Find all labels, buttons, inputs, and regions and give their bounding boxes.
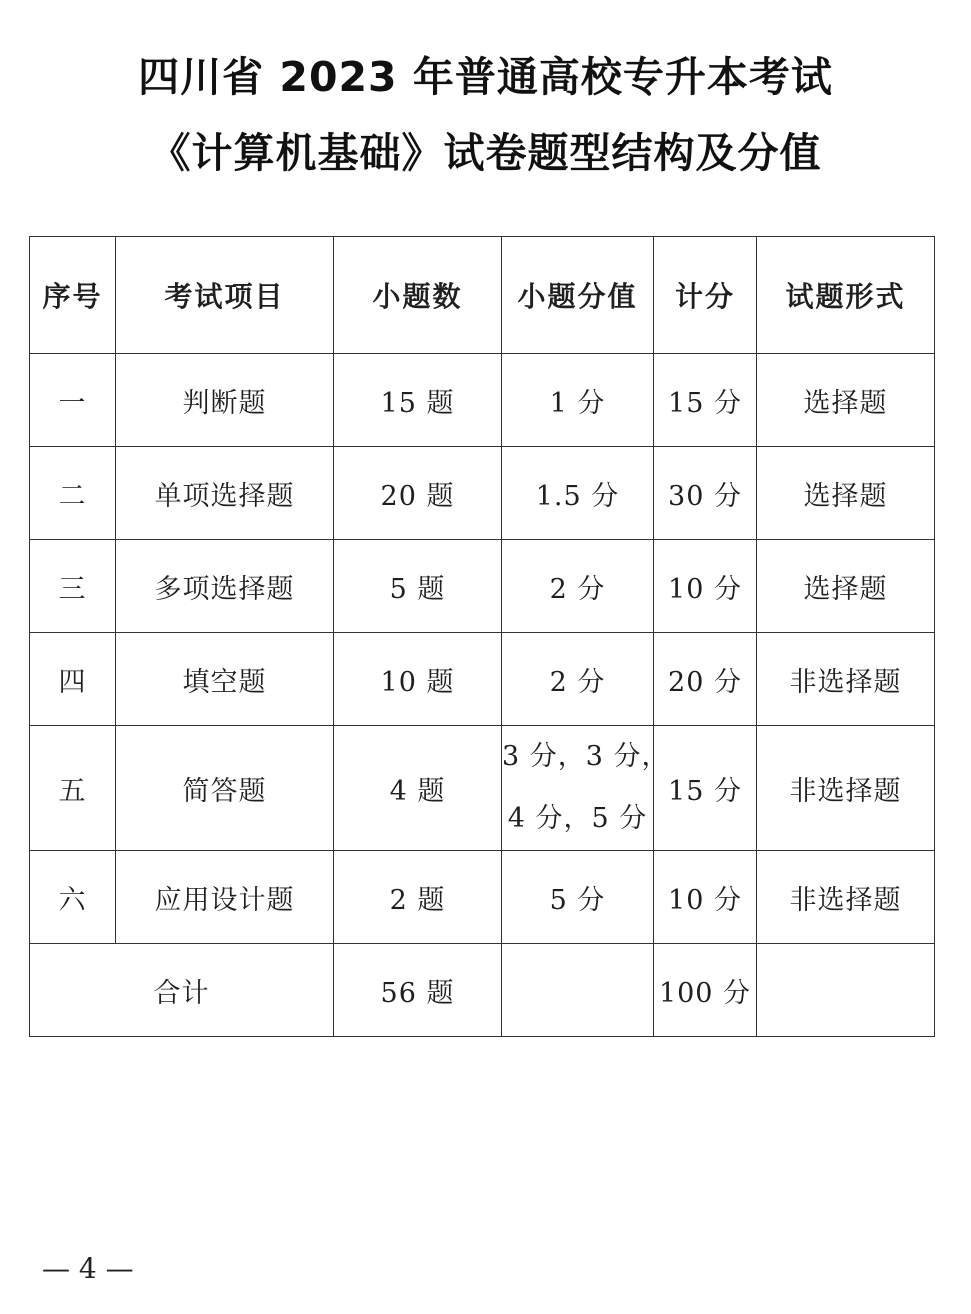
page-number: — 4 — xyxy=(42,1252,134,1285)
cell-score: 15 分 xyxy=(654,354,757,447)
cell-value: 1.5 分 xyxy=(502,447,654,540)
cell-count: 20 题 xyxy=(334,447,502,540)
cell-count: 2 题 xyxy=(334,851,502,944)
total-count: 56 题 xyxy=(334,944,502,1037)
table-row xyxy=(30,633,935,726)
header-no: 序号 xyxy=(30,237,116,354)
header-item: 考试项目 xyxy=(116,237,334,354)
cell-form: 选择题 xyxy=(757,354,935,447)
cell-score: 10 分 xyxy=(654,851,757,944)
cell-no: 二 xyxy=(30,447,116,540)
cell-value: 2 分 xyxy=(502,633,654,726)
cell-form: 非选择题 xyxy=(757,851,935,944)
cell-form: 选择题 xyxy=(757,447,935,540)
cell-item: 多项选择题 xyxy=(116,540,334,633)
cell-form: 非选择题 xyxy=(757,633,935,726)
cell-value xyxy=(502,726,670,851)
cell-count: 4 题 xyxy=(334,726,502,851)
cell-form: 非选择题 xyxy=(757,726,935,851)
total-form xyxy=(757,944,935,1037)
cell-value: 2 分 xyxy=(502,540,654,633)
cell-score: 20 分 xyxy=(654,633,757,726)
table-row xyxy=(30,726,935,851)
document-title-line1: 四川省 2023 年普通高校专升本考试 xyxy=(138,53,833,101)
cell-form: 选择题 xyxy=(757,540,935,633)
cell-item: 填空题 xyxy=(116,633,334,726)
header-value: 小题分值 xyxy=(502,237,654,354)
cell-no: 四 xyxy=(30,633,116,726)
table-row xyxy=(30,447,935,540)
cell-no: 一 xyxy=(30,354,116,447)
cell-value-line1: 3 分，3 分， xyxy=(502,741,670,772)
table-row xyxy=(30,354,935,447)
score-structure-table xyxy=(29,236,935,1037)
total-value xyxy=(502,944,654,1037)
cell-score: 30 分 xyxy=(654,447,757,540)
table-header-row xyxy=(30,237,935,354)
header-score: 计分 xyxy=(654,237,757,354)
header-form: 试题形式 xyxy=(757,237,935,354)
cell-value: 5 分 xyxy=(502,851,654,944)
cell-value: 1 分 xyxy=(502,354,654,447)
total-label: 合计 xyxy=(30,944,334,1037)
cell-no: 三 xyxy=(30,540,116,633)
document-title-line2: 《计算机基础》试卷题型结构及分值 xyxy=(149,129,822,177)
cell-item: 判断题 xyxy=(116,354,334,447)
cell-count: 5 题 xyxy=(334,540,502,633)
table-total-row xyxy=(30,944,935,1037)
cell-count: 10 题 xyxy=(334,633,502,726)
cell-score: 10 分 xyxy=(654,540,757,633)
table-row xyxy=(30,540,935,633)
cell-count: 15 题 xyxy=(334,354,502,447)
total-score: 100 分 xyxy=(654,944,757,1037)
table-row xyxy=(30,851,935,944)
cell-item: 应用设计题 xyxy=(116,851,334,944)
cell-score: 15 分 xyxy=(654,726,757,851)
cell-item: 单项选择题 xyxy=(116,447,334,540)
cell-item: 简答题 xyxy=(116,726,334,851)
header-count: 小题数 xyxy=(334,237,502,354)
cell-no: 六 xyxy=(30,851,116,944)
cell-value-line2: 4 分，5 分 xyxy=(507,803,648,834)
cell-no: 五 xyxy=(30,726,116,851)
